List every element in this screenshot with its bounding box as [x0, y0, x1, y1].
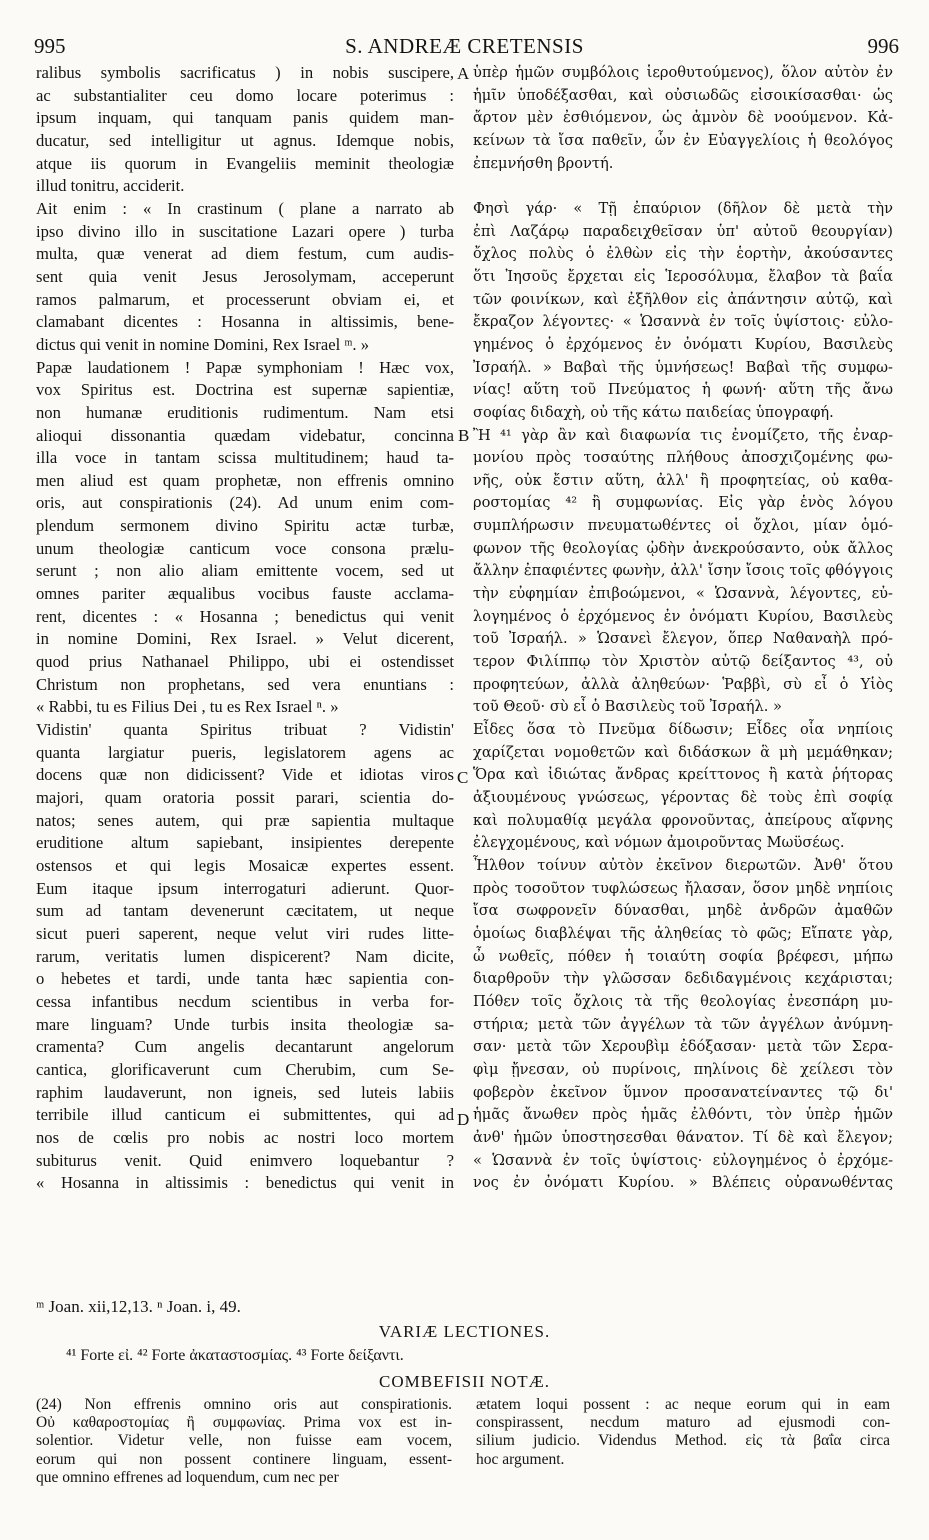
- greek-line: ὑπὲρ ἡμῶν συμβόλοις ἱεροθυτούμενος), ὅλον αὐτὸν ἐν: [473, 64, 893, 81]
- latin-line: ducatur, sed intelligitur ut agnus. Idemque nobis,: [36, 130, 454, 150]
- latin-line: majori, quam oratoria possit parari, scientia do-: [36, 788, 454, 807]
- greek-line: Φησὶ γάρ· « Τῇ ἐπαύριον (δῆλον δὲ μετὰ τὴν: [473, 199, 893, 217]
- latin-line: Ait enim : « In crastinum ( plane a narrato ab: [36, 198, 454, 218]
- greek-line: προφητεύων, ἀλλὰ ἀληθεύων· Ῥαββὶ, σὺ εἶ ὁ Υἱὸς: [473, 675, 893, 693]
- greek-line: ἄρτον μὲν ἐσθιόμενον, ὡς ἀμνὸν δὲ νοούμενον. Κἀ-: [473, 109, 893, 127]
- note-line: que omnino effrenes ad loquendum, cum nec per: [36, 1468, 339, 1486]
- note-line: solentior. Videtur velle, non fuisse eam vocem,: [36, 1432, 452, 1450]
- greek-line: τοῦ Θεοῦ· σὺ εἶ ὁ Βασιλεὺς τοῦ Ἰσραήλ. »: [473, 698, 782, 716]
- latin-line: serunt ; non alio aliam emittente vocem, sed ut: [36, 561, 454, 581]
- latin-line: ramos palmarum, et processerunt obviam ei, et: [36, 289, 454, 309]
- running-header: [0, 30, 929, 62]
- greek-line: στήρια; μετὰ τῶν ἀγγέλων τὰ τῶν ἀγγέλων ἀνύμνη-: [473, 1015, 893, 1033]
- latin-line: non humanæ eruditionis rudimentum. Nam etsi: [36, 402, 454, 422]
- latin-line: cantica, glorificaverunt cum Cherubim, cum Se-: [36, 1059, 454, 1079]
- latin-line: ac substantialiter ceu domo locare poterimus :: [36, 85, 454, 105]
- note-line: Οὐ καθαροστομίας ἢ συμφωνίας. Prima vox est in-: [36, 1414, 452, 1432]
- greek-line: ἐπεμνήσθη βροντή.: [473, 154, 614, 172]
- greek-line: Ἦλθον τοίνυν αὐτὸν ἐκεῖνον διερωτῶν. Ἀνθ' ὅτου: [473, 856, 893, 874]
- left-page-number: 995: [34, 34, 66, 58]
- note-line: hoc argument.: [476, 1450, 565, 1468]
- note-line: silium judicio. Videndus Method. εἰς τὰ βαΐα circa: [476, 1432, 890, 1450]
- greek-line: Εἶδες ὅσα τὸ Πνεῦμα δίδωσιν; Εἶδες οἷα νηπίοις: [473, 721, 893, 739]
- greek-line: μονίου πρὸς τοσαύτης πλήθους ἀποσχιζομένης φω-: [473, 449, 893, 467]
- latin-line: o hebetes et tardi, unde tanta hæc sapientia con-: [36, 969, 454, 989]
- greek-line: τῶν φοινίκων, καὶ ἐξῆλθον εἰς ἀπάντησιν αὐτῷ, καὶ: [473, 290, 893, 308]
- latin-line: quanta largiatur pueris, legislatorem agens ac: [36, 742, 454, 762]
- greek-line: ἴσα σωφρονεῖν δύνασθαι, μηδὲ ἀνδρῶν ἀμαθῶν: [473, 902, 893, 920]
- greek-line: τὴν εὐφημίαν ἐπιβοώμενοι, « Ὡσαννὰ, λέγοντες, εὐ-: [473, 585, 893, 603]
- greek-line: καὶ πολυμαθίᾳ μεγάλα φρονοῦντας, ἀπείρους αἴφνης: [473, 811, 893, 829]
- greek-line: φοβερὸν ἐκεῖνον ὕμνον προσανατείναντες τῷ δι': [473, 1083, 893, 1101]
- latin-line: cessa infantibus necdum scientibus in verba for-: [36, 991, 454, 1011]
- latin-line: ipsum inquam, qui tanquam panis quidem man-: [36, 108, 454, 128]
- latin-line: Christum non prophetans, sed vera enuntians :: [36, 674, 454, 694]
- greek-line: νῆς, οὐκ ἔστιν αὕτη, ἀλλ' ἢ προφητείας, οὐ καθα-: [473, 471, 893, 489]
- variae-lectiones-line: ⁴¹ Forte εἰ. ⁴² Forte ἀκαταστοσμίας. ⁴³ Forte δείξαντι.: [66, 1347, 404, 1364]
- greek-line: νίας! αὕτη τοῦ Πνεύματος ἡ φωνή· αὕτη τῆς ἄνω: [473, 381, 893, 399]
- greek-line: ἡμῖν ὑποδέξασθαι, καὶ οὐσιωδῶς εἰσοικίσασθαι· ὡς: [473, 86, 893, 104]
- greek-line: ἐπὶ Λαζάρῳ παραδειχθεῖσαν ὑπ' αὐτοῦ θεουργίαν): [473, 222, 893, 240]
- greek-line: ἀξιουμένους γνώσεως, γέροντας δὲ τοὺς ἐπὶ σοφίᾳ: [473, 789, 893, 806]
- note-line: (24) Non effrenis omnino oris aut conspirationis.: [36, 1396, 452, 1413]
- latin-line: illa voce in tantam scissa multitudinem; haud ta-: [36, 448, 454, 468]
- greek-line: κείνων τὰ ἴσα παθεῖν, ὧν ἐν Εὐαγγελίοις ἡ θεολόγος: [473, 131, 893, 149]
- greek-line: φὶμ ᾔνεσαν, οὐ πυρίνοις, πηλίνοις δὲ χείλεσι τὸν: [473, 1060, 893, 1078]
- margin-letter-c: C: [457, 768, 469, 787]
- combefisii-note-left: [36, 1396, 452, 1487]
- latin-line: eruditione altum sapiebant, insipientes derepente: [36, 833, 454, 853]
- latin-line: rarum, veritatis lumen dispicerent? Nam dicite,: [36, 946, 454, 966]
- right-page-number: 996: [867, 34, 899, 58]
- latin-line: rent, dicentes : « Hosanna ; benedictus qui venit: [36, 606, 454, 626]
- note-line: conspirassent, necdum maturo ad ejusmodi con-: [476, 1414, 890, 1432]
- latin-line: unum theologiæ canticum voce consona prælu-: [36, 538, 454, 558]
- latin-line: men aliud est quam prophetæ, non effrenis omnino: [36, 470, 454, 490]
- latin-line: terribile illud canticum ei submittentes, qui ad: [36, 1105, 454, 1125]
- latin-line: docens quæ non didicissent? Vide et idiotas viros: [36, 765, 454, 785]
- latin-line: ipso divino illo in suscitatione Lazari opere ) turba: [36, 221, 454, 241]
- latin-line: nos de cœlis pro nobis ac nostri loco mortem: [36, 1127, 454, 1147]
- latin-line: in nomine Domini, Rex Israel. » Velut dicerent,: [36, 629, 454, 649]
- greek-line: [473, 175, 893, 198]
- greek-line: πρὸς τοσοῦτον τυφλώσεως ἤλασαν, ὅσον μηδὲ νηπίοις: [473, 879, 893, 897]
- greek-line: Ἰσραήλ. » Βαβαὶ τῆς ὑμνήσεως! Βαβαὶ τῆς συμφω-: [473, 358, 893, 376]
- latin-column: [36, 62, 454, 1195]
- greek-line: Ὅρα καὶ ἰδιώτας ἄνδρας κρείττονος ἢ κατὰ ῥήτορας: [473, 766, 893, 784]
- latin-line: sicut pueri saperent, neque velut viri rudes litte-: [36, 923, 454, 943]
- latin-line: sent quia venit Jesus Jerosolymam, acceperunt: [36, 266, 454, 286]
- latin-line: raphim laudaverunt, non igneis, sed luteis labiis: [36, 1082, 454, 1102]
- latin-line: « Hosanna in altissimis : benedictus qui venit in: [36, 1173, 454, 1193]
- greek-line: σοφίας διδαχὴ, οὐ τῆς κάτω παιδείας ὑπογραφή.: [473, 403, 834, 421]
- latin-line: atque iis quorum in Evangeliis meminit theologiæ: [36, 153, 454, 173]
- note-line: eorum qui non possent continere linguam, essent-: [36, 1450, 452, 1468]
- latin-line: natos; senes autem, qui præ sapientia multaque: [36, 810, 454, 830]
- greek-line: ἔκραζον λέγοντες· « Ὡσαννὰ ἐν τοῖς ὑψίστοις· εὐλο-: [473, 313, 893, 331]
- margin-letter-a: A: [457, 64, 470, 83]
- greek-line: ἡμᾶς ἄνωθεν πρὸς ἡμᾶς ἐλθόντι, τὸν ὑπὲρ ἡμῶν: [473, 1106, 893, 1124]
- running-title: S. ANDREÆ CRETENSIS: [345, 34, 584, 58]
- latin-line: illud tonitru, acciderit.: [36, 176, 185, 196]
- latin-line: Papæ laudationem ! Papæ symphoniam ! Hæc vox,: [36, 357, 454, 377]
- greek-line: ὄχλος πολὺς ὁ ἐλθὼν εἰς τὴν ἑορτὴν, ἀκούσαντες: [473, 245, 893, 263]
- latin-line: oris, aut conspirationis (24). Ad unum enim com-: [36, 493, 454, 513]
- latin-line: quod prius Nathanael Philippo, ubi ei ostendisset: [36, 652, 454, 672]
- latin-line: Eum itaque ipsum interrogaturi adierunt. Quor-: [36, 878, 454, 898]
- latin-line: ralibus symbolis sacrificatus ) in nobis suscipere,: [36, 63, 454, 82]
- greek-line: γημένος ὁ ἐρχόμενος ἐν ὀνόματι Κυρίου, Βασιλεὺς: [473, 335, 893, 353]
- greek-line: νος ἐν ὀνόματι Κυρίου. » Βλέπεις οὐρανωθέντας: [473, 1174, 893, 1192]
- greek-line: « Ὡσαννὰ ἐν τοῖς ὑψίστοις· εὐλογημένος ὁ ἐρχόμε-: [473, 1151, 893, 1169]
- greek-line: ὅτι Ἰησοῦς ἔρχεται εἰς Ἱεροσόλυμα, ἔλαβον τὰ βαΐα: [473, 267, 893, 285]
- greek-line: χαρίζεται νομοθετῶν καὶ διδάσκων ἃ μὴ μεμάθηκαν;: [473, 743, 893, 761]
- margin-letter-b: B: [458, 426, 470, 445]
- greek-line: συμπλήρωσιν πνευματωθέντες οἱ ὄχλοι, μίαν ὁμό-: [473, 517, 893, 535]
- latin-line: plendum sermonem divino Spiritu actæ turbæ,: [36, 516, 454, 536]
- greek-line: ἀνθ' ἡμῶν ὑποστησεσθαι θάνατον. Τί δὲ καὶ ἔλεγον;: [473, 1128, 893, 1146]
- latin-line: sum ad tantam devenerunt cæcitatem, ut neque: [36, 901, 454, 921]
- greek-line: ροστομίας ⁴² ἢ συμφωνίας. Εἰς γὰρ ἑνὸς λόγου: [473, 494, 893, 512]
- latin-line: cramenta? Cum angelis decantarunt angelorum: [36, 1037, 454, 1057]
- greek-line: διαρθροῦν τὴν γλῶσσαν δεδιδαγμένοις κεχάρισται;: [473, 970, 893, 988]
- latin-line: mare linguam? Unde turbis insita theologiæ sa-: [36, 1014, 454, 1034]
- greek-line: ἄλλην ἐπαφιέντες φωνὴν, ἀλλ' ἴσην ἴσοις τοῖς φθόγγοις: [473, 562, 893, 580]
- margin-letter-d: D: [457, 1110, 470, 1129]
- latin-line: subiturus venit. Quid enimvero loquebantur ?: [36, 1150, 454, 1170]
- combefisii-notae-title: COMBEFISII NOTÆ.: [379, 1372, 550, 1391]
- latin-line: omnes pariter æqualibus vocibus fauste acclama-: [36, 584, 454, 604]
- greek-line: σαν· μετὰ τῶν Χερουβὶμ ἐδόξασαν· μετὰ τῶν Σερα-: [473, 1038, 893, 1056]
- greek-line: τερον Φιλίππῳ τὸν Χριστὸν αὐτῷ δείξαντος ⁴³, οὐ: [473, 653, 893, 671]
- latin-line: ostensos et qui legis Mosaicæ expertes essent.: [36, 855, 454, 875]
- greek-line: Πόθεν τοῖς ὄχλοις τὰ τῆς θεολογίας ἐνεσπάρη μυ-: [473, 992, 893, 1010]
- greek-line: φωνον τῆς θεολογίας ᾠδὴν ἀνεκρούσαντο, οὐκ ἄλλος: [473, 539, 893, 557]
- latin-line: « Rabbi, tu es Filius Dei , tu es Rex Israel ⁿ. »: [36, 697, 339, 717]
- greek-line: λογημένος ὁ ἐρχόμενος ἐν ὀνόματι Κυρίου, Βασιλεὺς: [473, 607, 893, 625]
- latin-line: clamabant dicentes : Hosanna in altissimis, bene-: [36, 312, 454, 332]
- greek-line: Ἢ ⁴¹ γὰρ ἂν καὶ διαφωνία τις ἐνομίζετο, τῆς ἐναρ-: [473, 426, 893, 444]
- latin-line: alioqui dissonantia quædam videbatur, concinna: [36, 425, 454, 445]
- greek-line: ὦ νωθεῖς, πόθεν ἡ τοιαύτη σοφία βρέφεσι, μήπω: [473, 947, 893, 965]
- greek-line: ἐλεγχομένους, καὶ νόμων ἀμοιροῦντας Μωϋσέως.: [473, 834, 845, 852]
- note-line: ætatem loqui possent : ac neque eorum qui in eam: [476, 1396, 890, 1413]
- greek-line: τοῦ Ἰσραήλ. » Ὡσανεὶ ἔλεγον, ὅπερ Ναθαναὴλ πρό-: [473, 630, 893, 648]
- greek-line: ὁμοίως διαβλέψαι τῆς ἀληθείας τὸ φῶς; Εἴπατε γὰρ,: [473, 924, 893, 942]
- scripture-references: ᵐ Joan. xii,12,13. ⁿ Joan. i, 49.: [36, 1297, 241, 1316]
- combefisii-note-right: [476, 1396, 890, 1469]
- latin-line: multa, quæ venerat ad diem festum, cum audis-: [36, 244, 454, 264]
- variae-lectiones-title: VARIÆ LECTIONES.: [378, 1322, 551, 1341]
- latin-line: Vidistin' quanta Spiritus tribuat ? Vidistin': [36, 720, 454, 740]
- greek-column: [473, 62, 893, 1195]
- latin-line: vox Spiritus est. Doctrina est supernæ sapientiæ,: [36, 380, 454, 400]
- latin-line: dictus qui venit in nomine Domini, Rex Israel ᵐ. »: [36, 334, 370, 354]
